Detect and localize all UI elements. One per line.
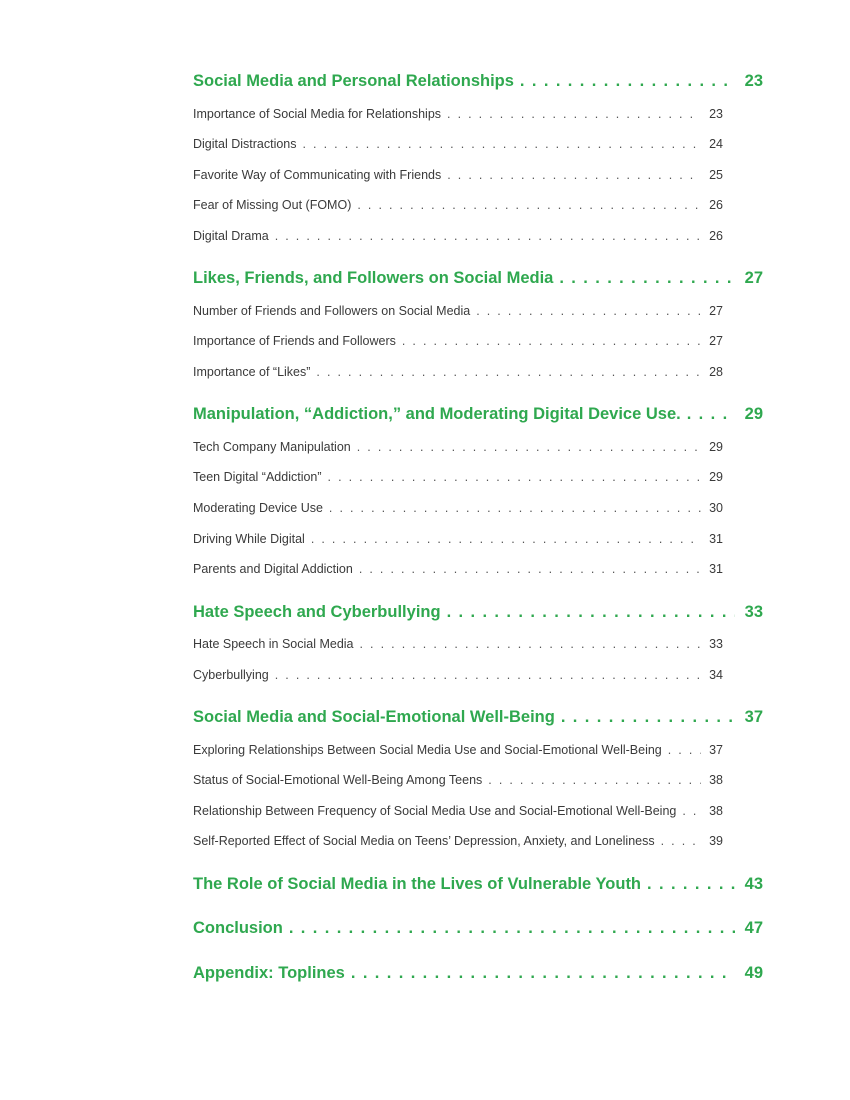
toc-entry[interactable]	[193, 137, 723, 151]
section-page-number: 23	[744, 72, 763, 90]
toc-entry[interactable]	[193, 107, 723, 121]
entry-title: Digital Drama	[193, 229, 269, 243]
toc-entry[interactable]	[193, 743, 723, 757]
section-page-number: 27	[744, 269, 763, 287]
dot-leader	[311, 532, 701, 546]
dot-leader	[402, 334, 701, 348]
toc-entry[interactable]	[193, 470, 723, 484]
entry-page-number: 27	[709, 334, 723, 348]
entry-page-number: 37	[709, 743, 723, 757]
toc-section-appendix-toplines[interactable]	[193, 964, 763, 983]
dot-leader	[520, 72, 735, 91]
entry-page-number: 30	[709, 501, 723, 515]
toc-entry[interactable]	[193, 532, 723, 546]
entry-page-number: 25	[709, 168, 723, 182]
entry-page-number: 38	[709, 804, 723, 818]
entry-page-number: 39	[709, 834, 723, 848]
dot-leader	[359, 562, 701, 576]
dot-leader	[316, 365, 701, 379]
dot-leader	[303, 137, 701, 151]
entry-title: Importance of Social Media for Relationships	[193, 107, 442, 121]
section-title: Social Media and Social-Emotional Well-Being	[193, 708, 555, 726]
dot-leader	[687, 405, 735, 424]
entry-page-number: 26	[709, 229, 723, 243]
entry-page-number: 31	[709, 532, 723, 546]
entry-page-number: 27	[709, 304, 723, 318]
section-page-number: 49	[744, 964, 763, 982]
entry-title: Status of Social-Emotional Well-Being Among Teens	[193, 773, 483, 787]
entry-title: Teen Digital “Addiction”	[193, 470, 322, 484]
entry-title: Hate Speech in Social Media	[193, 637, 354, 651]
entry-page-number: 26	[709, 198, 723, 212]
entry-title: Cyberbullying	[193, 668, 269, 682]
section-page-number: 33	[744, 603, 763, 621]
entry-page-number: 28	[709, 365, 723, 379]
dot-leader	[559, 269, 735, 288]
toc-section-conclusion[interactable]	[193, 919, 763, 938]
entry-title: Digital Distractions	[193, 137, 297, 151]
dot-leader	[329, 501, 701, 515]
toc-entry[interactable]	[193, 834, 723, 848]
dot-leader	[561, 708, 735, 727]
entry-title: Favorite Way of Communicating with Friends	[193, 168, 442, 182]
entry-page-number: 24	[709, 137, 723, 151]
toc-entry[interactable]	[193, 804, 723, 818]
entry-title: Fear of Missing Out (FOMO)	[193, 198, 352, 212]
entry-page-number: 23	[709, 107, 723, 121]
toc-entry[interactable]	[193, 334, 723, 348]
entry-title: Moderating Device Use	[193, 501, 323, 515]
toc-entry[interactable]	[193, 501, 723, 515]
entry-page-number: 31	[709, 562, 723, 576]
dot-leader	[351, 964, 735, 983]
dot-leader	[275, 229, 701, 243]
section-title: Hate Speech and Cyberbullying	[193, 603, 441, 621]
section-title: The Role of Social Media in the Lives of Vulnerable Youth	[193, 875, 642, 893]
entry-title: Exploring Relationships Between Social Media Use and Social-Emotional Well-Being	[193, 743, 662, 757]
section-page-number: 47	[744, 919, 763, 937]
toc-section-social-emotional-well-being[interactable]	[193, 708, 763, 727]
section-title: Conclusion	[193, 919, 283, 937]
entry-page-number: 33	[709, 637, 723, 651]
entry-title: Tech Company Manipulation	[193, 440, 351, 454]
entry-title: Importance of Friends and Followers	[193, 334, 396, 348]
section-page-number: 43	[744, 875, 763, 893]
toc-entry[interactable]	[193, 198, 723, 212]
entry-title: Number of Friends and Followers on Social Media	[193, 304, 471, 318]
dot-leader	[447, 107, 701, 121]
dot-leader	[447, 168, 701, 182]
section-title: Likes, Friends, and Followers on Social Media	[193, 269, 554, 287]
entry-page-number: 38	[709, 773, 723, 787]
entry-title: Importance of “Likes”	[193, 365, 311, 379]
dot-leader	[357, 198, 701, 212]
toc-entry[interactable]	[193, 773, 723, 787]
toc-section-social-media-relationships[interactable]	[193, 72, 763, 91]
entry-page-number: 34	[709, 668, 723, 682]
section-page-number: 37	[744, 708, 763, 726]
section-page-number: 29	[744, 405, 763, 423]
toc-entry[interactable]	[193, 637, 723, 651]
dot-leader	[488, 773, 701, 787]
toc-entry[interactable]	[193, 229, 723, 243]
toc-entry[interactable]	[193, 304, 723, 318]
entry-title: Parents and Digital Addiction	[193, 562, 353, 576]
toc-entry[interactable]	[193, 440, 723, 454]
toc-entry[interactable]	[193, 365, 723, 379]
entry-title: Driving While Digital	[193, 532, 305, 546]
dot-leader	[289, 919, 735, 938]
dot-leader	[647, 875, 735, 894]
dot-leader	[357, 440, 701, 454]
section-title: Appendix: Toplines	[193, 964, 345, 982]
entry-page-number: 29	[709, 440, 723, 454]
toc-section-vulnerable-youth[interactable]	[193, 875, 763, 894]
dot-leader	[476, 304, 701, 318]
entry-title: Relationship Between Frequency of Social Media Use and Social-Emotional Well-Being	[193, 804, 677, 818]
dot-leader	[668, 743, 701, 757]
toc-section-hate-speech-cyberbullying[interactable]	[193, 603, 763, 622]
toc-entry[interactable]	[193, 168, 723, 182]
toc-section-likes-friends-followers[interactable]	[193, 269, 763, 288]
dot-leader	[360, 637, 701, 651]
dot-leader	[275, 668, 701, 682]
dot-leader	[328, 470, 701, 484]
dot-leader	[682, 804, 701, 818]
toc-entry[interactable]	[193, 562, 723, 576]
toc-section-manipulation-addiction[interactable]	[193, 405, 763, 424]
entry-title: Self-Reported Effect of Social Media on Teens’ Depression, Anxiety, and Loneliness	[193, 834, 655, 848]
dot-leader	[661, 834, 701, 848]
section-title: Manipulation, “Addiction,” and Moderating Digital Device Use.	[193, 405, 681, 423]
entry-page-number: 29	[709, 470, 723, 484]
toc-entry[interactable]	[193, 668, 723, 682]
dot-leader	[447, 603, 735, 622]
section-title: Social Media and Personal Relationships	[193, 72, 514, 90]
